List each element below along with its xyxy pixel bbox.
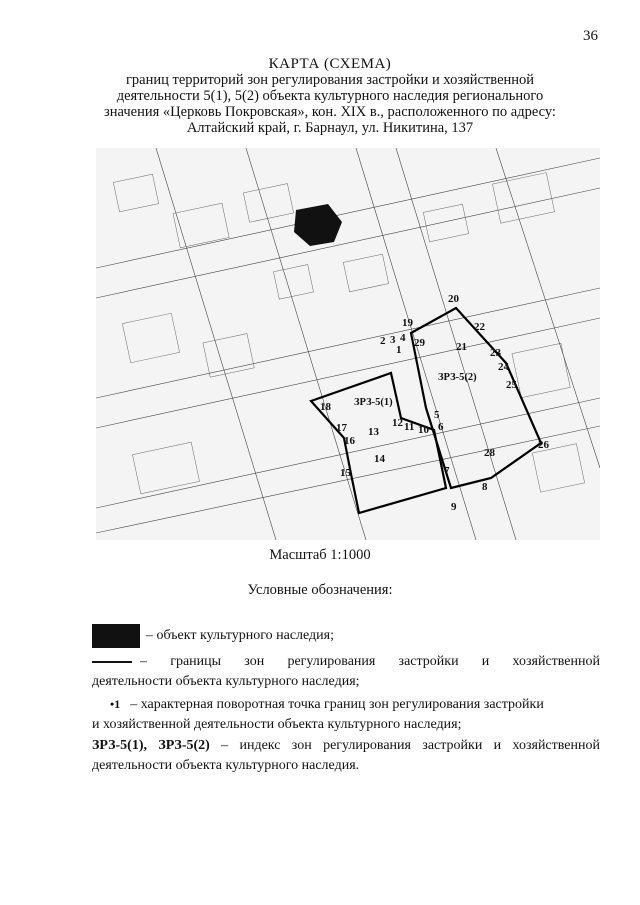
point-label: 25 (506, 379, 517, 391)
legend-heading: Условные обозначения: (247, 582, 393, 598)
point-label: 14 (374, 453, 385, 465)
point-label: 26 (538, 439, 549, 451)
map-title: КАРТА (СХЕМА) (268, 56, 392, 72)
legend-index (92, 736, 600, 776)
point-label: 8 (482, 481, 488, 493)
point-label: 12 (392, 417, 403, 429)
point-label: 18 (320, 401, 331, 413)
map-drawing (96, 148, 600, 540)
legend-index-text-2: деятельности объекта культурного наследия. (92, 758, 360, 773)
title-line-2: границ территорий зон регулирования застройки и хозяйственной (125, 72, 535, 88)
legend-boundary-text-1: – границы зон регулирования застройки и хозяйственной (140, 654, 600, 669)
title-line-4: значения «Церковь Покровская», кон. XIX в., расположенного по адресу: (104, 104, 556, 120)
title-block (70, 56, 590, 136)
zone-1-label: ЗРЗ-5(1) (354, 397, 393, 408)
legend-point (92, 694, 600, 735)
title-line-5: Алтайский край, г. Барнаул, ул. Никитина, 137 (186, 120, 474, 136)
legend-index-bold: ЗРЗ-5(1), ЗРЗ-5(2) (92, 738, 210, 753)
point-label: 9 (451, 501, 457, 513)
zone-2-label: ЗРЗ-5(2) (438, 372, 477, 383)
point-label: 19 (402, 317, 413, 329)
title-line-3: деятельности 5(1), 5(2) объекта культурного наследия регионального (116, 88, 544, 104)
page-number: 36 (583, 28, 598, 44)
legend-object (92, 624, 600, 648)
point-label: 23 (490, 347, 501, 359)
cadastral-map (96, 148, 600, 540)
point-label: 29 (414, 337, 425, 349)
point-label: 16 (344, 435, 355, 447)
boundary-line-sample (92, 661, 132, 663)
legend-boundary-text-2: деятельности объекта культурного наследия; (92, 674, 360, 689)
point-label: 2 (380, 335, 386, 347)
legend-boundary (92, 652, 600, 692)
legend-index-text-1: – индекс зон регулирования застройки и хозяйственной (209, 738, 600, 753)
point-label: 13 (368, 426, 379, 438)
point-label: 4 (400, 332, 406, 344)
point-label: 5 (434, 409, 440, 421)
map-scale: Масштаб 1:1000 (269, 547, 371, 563)
heritage-swatch (92, 624, 140, 648)
point-label: 20 (448, 293, 459, 305)
legend-object-text: – объект культурного наследия; (146, 628, 334, 644)
point-label: 28 (484, 447, 495, 459)
point-label: 7 (444, 465, 450, 477)
point-label: 1 (396, 344, 402, 356)
point-label: 6 (438, 421, 444, 433)
point-sample: •1 (110, 697, 121, 711)
point-label: 15 (340, 467, 351, 479)
point-label: 17 (336, 422, 347, 434)
point-label: 21 (456, 341, 467, 353)
point-label: 3 (390, 334, 396, 346)
point-label: 11 (404, 421, 415, 433)
legend-point-text-1: – характерная поворотная точка границ зон регулирования застройки (130, 697, 544, 712)
point-label: 10 (418, 424, 429, 436)
legend-point-text-2: и хозяйственной деятельности объекта культурного наследия; (92, 717, 462, 732)
point-label: 24 (498, 361, 509, 373)
point-label: 22 (474, 321, 485, 333)
